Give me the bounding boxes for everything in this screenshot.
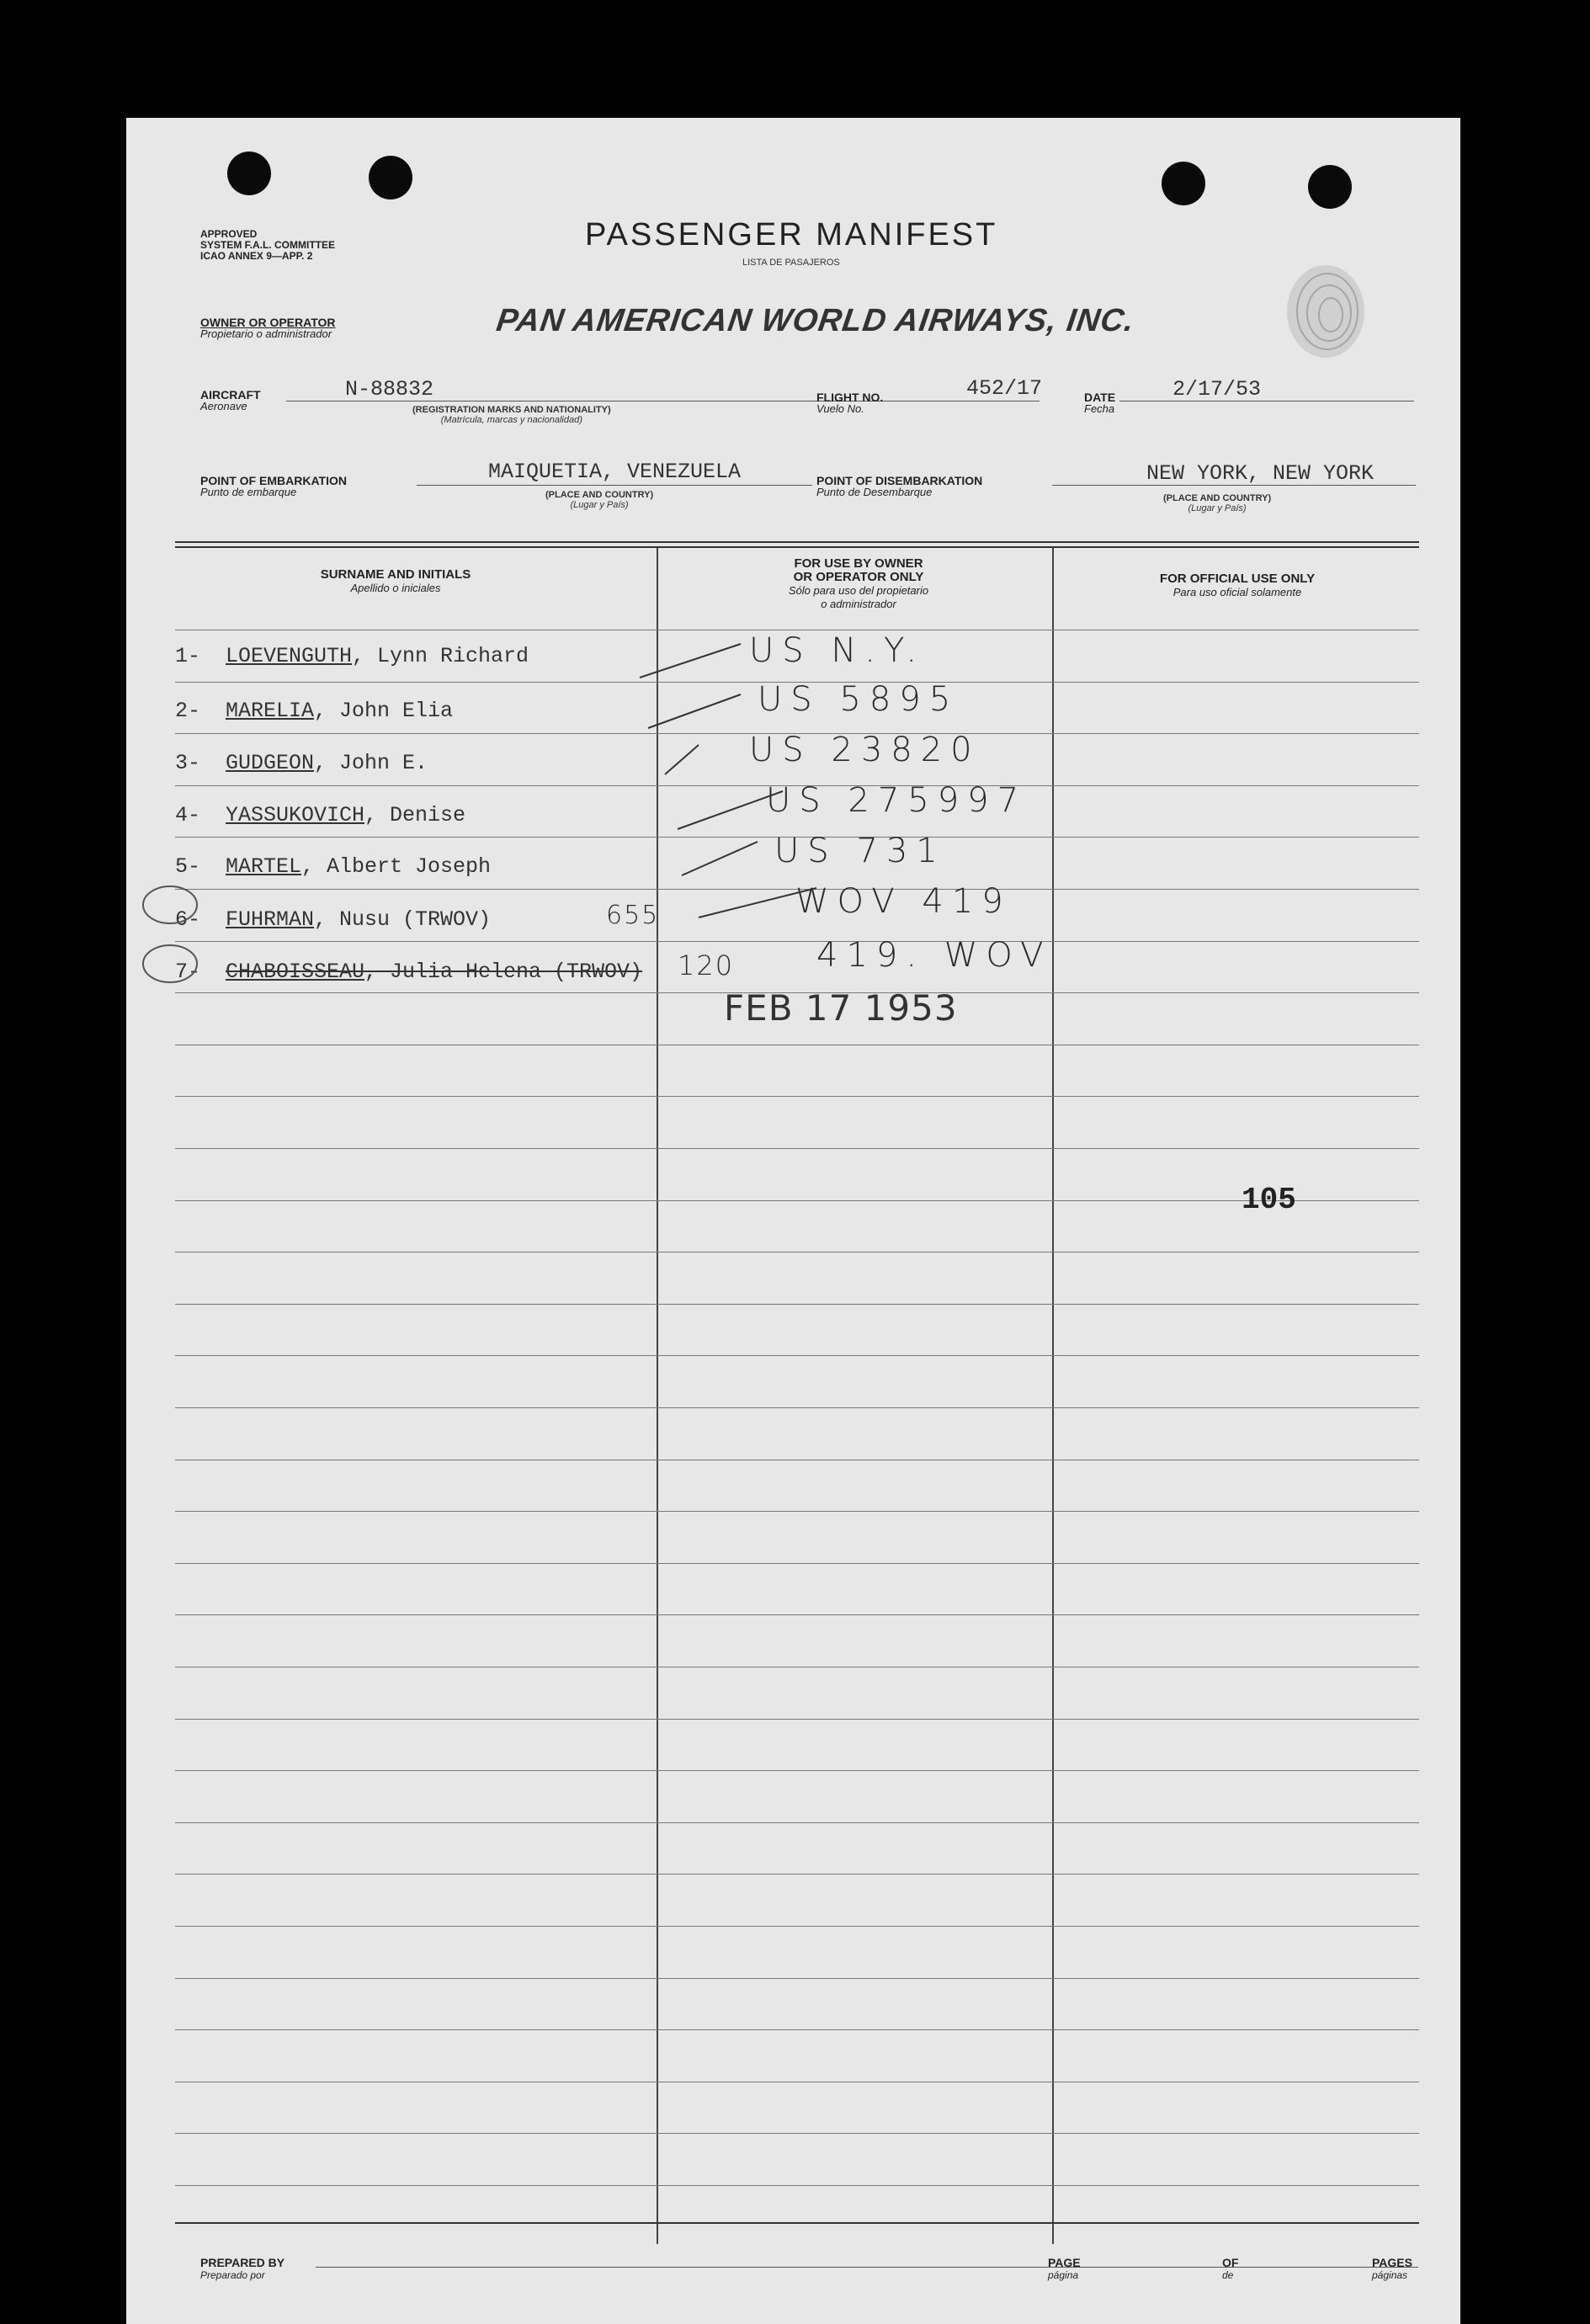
column-header-surname: SURNAME AND INITIALS Apellido o iniciales — [320, 567, 471, 594]
approved-block — [200, 229, 335, 262]
ruled-line — [175, 1407, 1419, 1408]
embarkation-label: POINT OF EMBARKATION Punto de embarque — [200, 474, 347, 498]
ruled-line — [175, 1355, 1419, 1356]
flight-label: FLIGHT NO. Vuelo No. — [816, 391, 884, 415]
circle-mark — [136, 880, 204, 989]
ruled-line — [175, 1874, 1419, 1875]
date-label: DATE Fecha — [1084, 391, 1116, 415]
prepared-by: PREPARED BY Preparado por — [200, 2256, 285, 2281]
page-subtitle: LISTA DE PASAJEROS — [742, 258, 840, 268]
approved-line: ICAO ANNEX 9—APP. 2 — [200, 250, 313, 262]
column-header-owner: FOR USE BY OWNER OR OPERATOR ONLY Sólo para uso del propietario o administrador — [788, 556, 929, 610]
owner-note: US N.Y. — [749, 631, 926, 670]
passenger-given-name: , Julia Helena (TRWOV) — [364, 960, 643, 984]
passenger-given-name: , Nusu (TRWOV) — [314, 907, 492, 932]
page-label: PAGE página — [1048, 2256, 1081, 2281]
ruled-line — [175, 2185, 1419, 2186]
ruled-line — [175, 2029, 1419, 2030]
punch-hole — [227, 152, 271, 195]
passenger-surname: LOEVENGUTH — [226, 644, 353, 668]
ruled-line — [175, 1511, 1419, 1512]
passenger-surname: YASSUKOVICH — [226, 803, 365, 827]
passenger-number: 2- — [175, 699, 201, 723]
owner-note: 419. WOV — [816, 936, 1052, 975]
page-title: PASSENGER MANIFEST — [585, 217, 998, 253]
ruled-line — [175, 1200, 1419, 1201]
approved-line: APPROVED — [200, 228, 258, 240]
ruled-line — [175, 1563, 1419, 1564]
table-top-rule — [175, 541, 1419, 543]
ruled-line — [175, 1770, 1419, 1771]
ruled-line — [175, 1148, 1419, 1149]
date-value: 2/17/53 — [1173, 377, 1262, 402]
owner-note: US 275997 — [766, 781, 1028, 820]
approved-line: SYSTEM F.A.L. COMMITTEE — [200, 239, 336, 251]
ruled-line — [175, 1978, 1419, 1979]
punch-hole — [369, 156, 412, 199]
aircraft-value: N-88832 — [345, 377, 434, 402]
passenger-number: 3- — [175, 751, 201, 775]
passenger-number: 5- — [175, 854, 201, 879]
margin-note: 120 — [678, 949, 735, 981]
embarkation-value: MAIQUETIA, VENEZUELA — [488, 460, 742, 484]
passenger-given-name: , John Elia — [314, 699, 454, 723]
passenger-surname: MARTEL — [226, 854, 302, 879]
ruled-line — [175, 1719, 1419, 1720]
passenger-number: 7- — [175, 960, 201, 984]
page-number: 105 — [1242, 1183, 1296, 1217]
ruled-line — [175, 2133, 1419, 2134]
disembarkation-note: (PLACE AND COUNTRY) (Lugar y País) — [1163, 493, 1272, 513]
punch-hole — [1162, 162, 1205, 205]
disembarkation-label: POINT OF DISEMBARKATION Punto de Desembarque — [816, 474, 983, 498]
passenger-number: 4- — [175, 803, 201, 827]
passenger-surname: CHABOISSEAU — [226, 960, 365, 984]
owner-label: OWNER OR OPERATOR Propietario o administrador — [200, 316, 336, 340]
table-bottom-rule — [175, 2222, 1419, 2224]
flight-value: 452/17 — [966, 376, 1043, 401]
passenger-surname: FUHRMAN — [226, 907, 315, 932]
ruled-line — [175, 1096, 1419, 1097]
table-top-rule — [175, 546, 1419, 548]
aircraft-note: (REGISTRATION MARKS AND NATIONALITY) (Matrícula, marcas y nacionalidad) — [412, 405, 611, 425]
manifest-sheet — [126, 118, 1460, 2324]
check-marks — [631, 631, 833, 1018]
embarkation-note: (PLACE AND COUNTRY) (Lugar y País) — [545, 490, 654, 510]
punch-hole — [1308, 165, 1352, 209]
owner-note: US 23820 — [749, 731, 981, 769]
owner-note: US 5895 — [758, 680, 960, 719]
passenger-number: 1- — [175, 644, 201, 668]
owner-note: US 731 — [774, 832, 946, 870]
owner-note: WOV 419 — [795, 882, 1012, 921]
ruled-line — [175, 1614, 1419, 1615]
passenger-surname: MARELIA — [226, 699, 315, 723]
of-label: OF de — [1222, 2256, 1239, 2281]
ruled-line — [175, 1926, 1419, 1927]
passenger-given-name: , Denise — [364, 803, 466, 827]
passenger-given-name: , Albert Joseph — [301, 854, 492, 879]
column-divider — [1052, 548, 1054, 2244]
passenger-given-name: , Lynn Richard — [352, 644, 529, 668]
date-stamp: FEB 17 1953 — [724, 987, 958, 1029]
pages-label: PAGES páginas — [1372, 2256, 1412, 2281]
disembarkation-value: NEW YORK, NEW YORK — [1146, 461, 1375, 486]
passenger-surname: GUDGEON — [226, 751, 315, 775]
passenger-number: 6- — [175, 907, 201, 932]
aircraft-label: AIRCRAFT Aeronave — [200, 388, 261, 412]
column-header-official: FOR OFFICIAL USE ONLY Para uso oficial solamente — [1159, 572, 1316, 598]
owner-value: PAN AMERICAN WORLD AIRWAYS, INC. — [494, 303, 1137, 338]
fingerprint-smudge — [1275, 253, 1376, 370]
ruled-line — [175, 1304, 1419, 1305]
ruled-line — [175, 1822, 1419, 1823]
passenger-given-name: , John E. — [314, 751, 428, 775]
margin-note: 655 — [606, 901, 660, 930]
